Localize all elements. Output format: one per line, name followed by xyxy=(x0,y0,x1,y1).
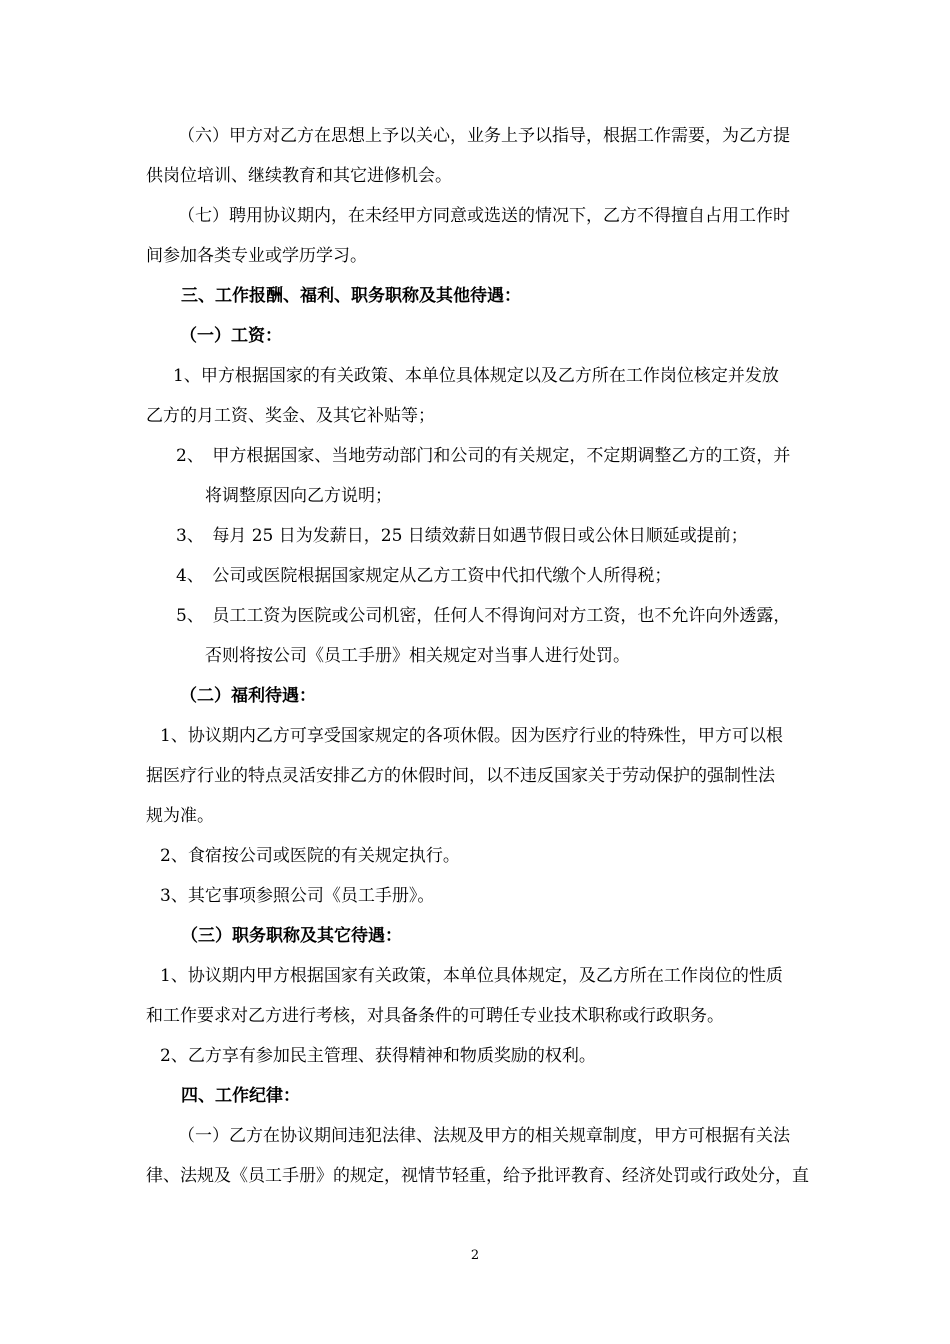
list-item-line: 否则将按公司《员工手册》相关规定对当事人进行处罚。 xyxy=(205,646,630,666)
list-item-line: 将调整原因向乙方说明； xyxy=(205,486,392,506)
paragraph-line: 1、协议期内甲方根据国家有关政策，本单位具体规定，及乙方所在工作岗位的性质 xyxy=(160,966,783,986)
list-item-line: 5、 员工工资为医院或公司机密，任何人不得询问对方工资，也不允许向外透露， xyxy=(176,606,791,626)
section-heading: 四、工作纪律： xyxy=(181,1086,300,1106)
paragraph-line: 供岗位培训、继续教育和其它进修机会。 xyxy=(146,166,452,186)
paragraph-line: 乙方的月工资、奖金、及其它补贴等； xyxy=(146,406,435,426)
paragraph-line: （六）甲方对乙方在思想上予以关心，业务上予以指导，根据工作需要，为乙方提 xyxy=(178,126,790,146)
subsection-heading: （三）职务职称及其它待遇： xyxy=(181,926,402,946)
paragraph-line: 据医疗行业的特点灵活安排乙方的休假时间，以不违反国家关于劳动保护的强制性法 xyxy=(146,766,775,786)
paragraph-line: 和工作要求对乙方进行考核，对具备条件的可聘任专业技术职称或行政职务。 xyxy=(146,1006,724,1026)
paragraph-line: 间参加各类专业或学历学习。 xyxy=(146,246,367,266)
subsection-heading: （一）工资： xyxy=(180,326,282,346)
paragraph-line: 3、其它事项参照公司《员工手册》。 xyxy=(160,886,435,906)
paragraph-line: 1、甲方根据国家的有关政策、本单位具体规定以及乙方所在工作岗位核定并发放 xyxy=(173,366,779,386)
subsection-heading: （二）福利待遇： xyxy=(180,686,316,706)
list-item-line: 2、 甲方根据国家、当地劳动部门和公司的有关规定，不定期调整乙方的工资，并 xyxy=(176,446,791,466)
paragraph-line: 2、食宿按公司或医院的有关规定执行。 xyxy=(160,846,460,866)
paragraph-line: 规为准。 xyxy=(146,806,214,826)
paragraph-line: （一）乙方在协议期间违犯法律、法规及甲方的相关规章制度，甲方可根据有关法 xyxy=(178,1126,790,1146)
paragraph-line: 1、协议期内乙方可享受国家规定的各项休假。因为医疗行业的特殊性，甲方可以根 xyxy=(160,726,783,746)
page-number: 2 xyxy=(470,1248,480,1263)
paragraph-line: 2、乙方享有参加民主管理、获得精神和物质奖励的权利。 xyxy=(160,1046,596,1066)
paragraph-line: 律、法规及《员工手册》的规定，视情节轻重，给予批评教育、经济处罚或行政处分，直 xyxy=(146,1166,809,1186)
list-item-line: 4、 公司或医院根据国家规定从乙方工资中代扣代缴个人所得税； xyxy=(176,566,672,586)
paragraph-line: （七）聘用协议期内，在未经甲方同意或选送的情况下，乙方不得擅自占用工作时 xyxy=(178,206,790,226)
section-heading: 三、工作报酬、福利、职务职称及其他待遇： xyxy=(181,286,521,306)
list-item-line: 3、 每月 25 日为发薪日，25 日绩效薪日如遇节假日或公休日顺延或提前； xyxy=(176,526,748,546)
